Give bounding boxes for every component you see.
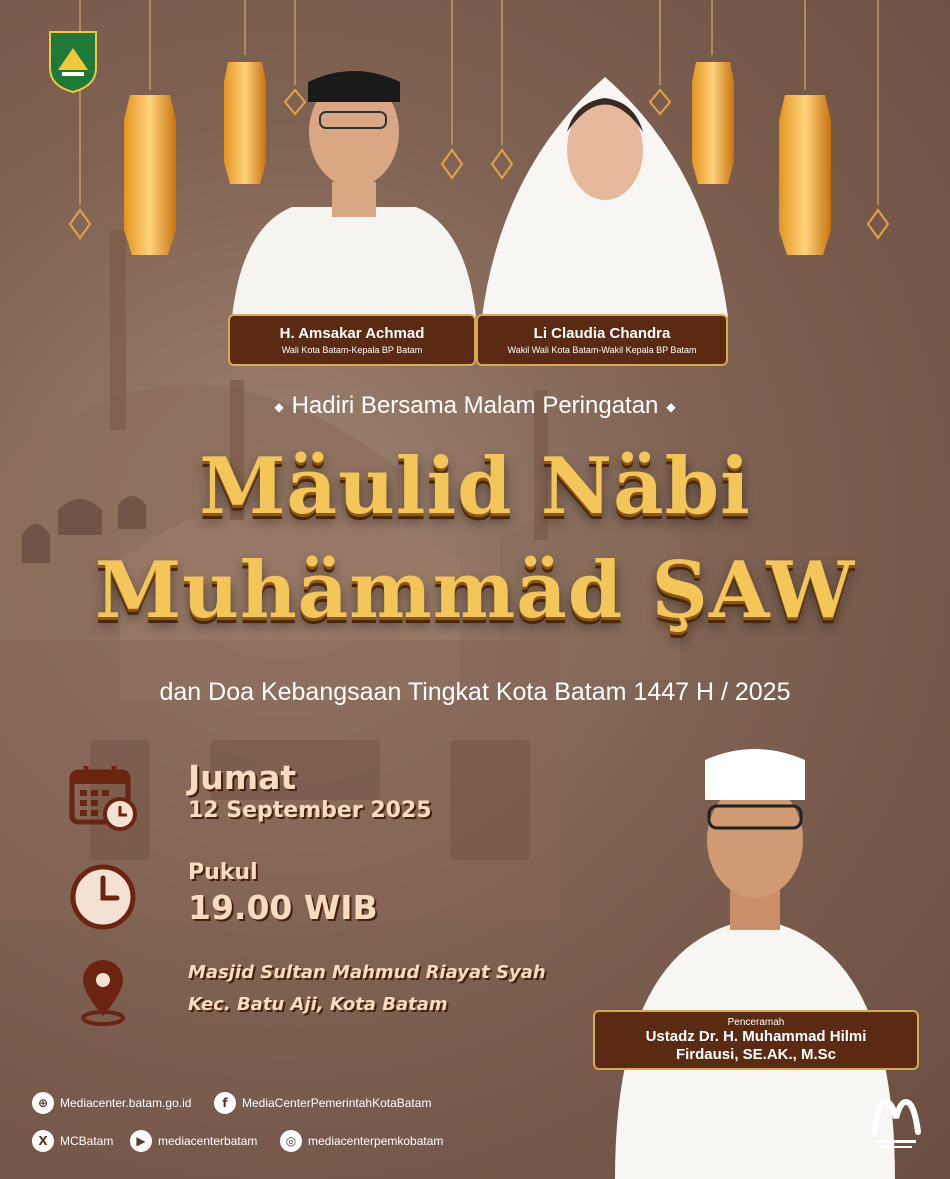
official-name-box-2 [476, 314, 728, 366]
official-photo-1 [232, 42, 476, 317]
official-role: Wakil Wali Kota Batam-Wakil Kepala BP Batam [507, 345, 697, 355]
calendar-icon [68, 762, 138, 832]
social-label: MCBatam [60, 1134, 114, 1148]
event-tagline: dan Doa Kebangsaan Tingkat Kota Batam 1447 H / 2025 [159, 678, 791, 706]
official-role: Wali Kota Batam-Kepala BP Batam [281, 345, 423, 355]
location-pin-icon [68, 958, 138, 1028]
social-label: mediacenterpemkobatam [308, 1134, 444, 1148]
diamond-icon: ◆ [666, 399, 676, 414]
official-name: Li Claudia Chandra [533, 325, 671, 342]
event-time: 19.00 WIB [188, 888, 378, 927]
event-subtitle [0, 392, 950, 420]
event-time-label: Pukul [188, 860, 258, 885]
event-subtitle-text: Hadiri Bersama Malam Peringatan [291, 392, 659, 419]
globe-icon: ⊕ [32, 1092, 54, 1114]
social-instagram[interactable] [280, 1130, 443, 1152]
event-location-line-2: Kec. Batu Aji, Kota Batam [188, 994, 448, 1015]
speaker-name-box [593, 1010, 919, 1070]
speaker-name-line-2: Firdausi, SE.AK., M.Sc [675, 1046, 837, 1063]
social-label: Mediacenter.batam.go.id [60, 1096, 192, 1110]
youtube-icon: ▶ [130, 1130, 152, 1152]
official-photo-2 [482, 52, 728, 317]
x-icon: X [32, 1130, 54, 1152]
event-title-line-2: Muhämmäd ŞAW [94, 545, 856, 636]
social-x[interactable] [32, 1130, 113, 1152]
social-label: mediacenterbatam [158, 1134, 258, 1148]
clock-icon [68, 862, 138, 932]
official-name: H. Amsakar Achmad [279, 325, 425, 342]
social-website[interactable] [32, 1092, 191, 1114]
event-day: Jumat [188, 758, 297, 797]
media-center-logo [870, 1092, 922, 1154]
instagram-icon: ◎ [280, 1130, 302, 1152]
event-title-line-1: Mäulid Näbi [199, 441, 751, 532]
social-facebook[interactable] [214, 1092, 431, 1114]
facebook-icon: f [214, 1092, 236, 1114]
event-date: 12 September 2025 [188, 798, 432, 823]
social-label: MediaCenterPemerintahKotaBatam [242, 1096, 432, 1110]
speaker-photo [605, 740, 905, 1179]
diamond-icon: ◆ [274, 399, 284, 414]
speaker-caption: Penceramah [727, 1017, 785, 1028]
batam-city-crest-icon [48, 30, 98, 94]
social-youtube[interactable] [130, 1130, 257, 1152]
speaker-name-line-1: Ustadz Dr. H. Muhammad Hilmi [645, 1028, 867, 1045]
official-name-box-1 [228, 314, 476, 366]
event-location-line-1: Masjid Sultan Mahmud Riayat Syah [188, 962, 546, 983]
